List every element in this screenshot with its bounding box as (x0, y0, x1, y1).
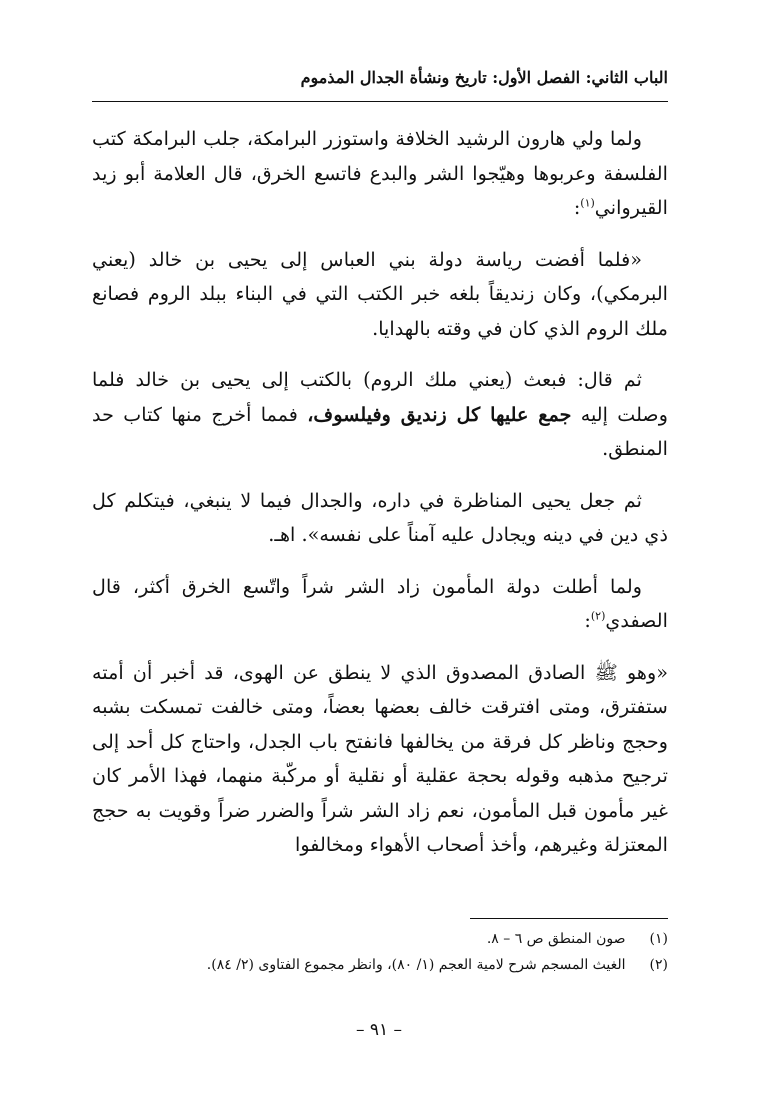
paragraph-text: : (584, 609, 591, 632)
paragraph (92, 656, 668, 863)
footnote (92, 952, 668, 978)
paragraph-text: : (573, 196, 581, 219)
paragraph-text: «وهو ﷺ الصادق المصدوق الذي لا ينطق عن الهوى، قد أخبر أن أمته ستفترق، ومتى افترقت خالف بعضها بعضاً، ومتى خالفت تمسكت بشبه وحجج وناظر كل فرقة من يخالفها فانفتح باب الجدل، واحتاج كل أحد إلى ترجيح مذهبه وقوله بحجة عقلية أو نقلية أو مركّبة منهما، فهذا الأمر كان غير مأمون قبل المأمون، نعم زاد الشر شراً والضرر ضراً وقويت به حجج المعتزلة وغيرهم، وأخذ أصحاب الأهواء ومخالفوا (92, 660, 668, 856)
header-divider (92, 101, 668, 102)
paragraph-text: ولما أطلت دولة المأمون زاد الشر شراً واتّسع الخرق أكثر، قال الصفدي (92, 574, 668, 632)
footnote-ref[interactable]: (١) (580, 196, 595, 210)
paragraph-text: ولما ولي هارون الرشيد الخلافة واستوزر البرامكة، جلب البرامكة كتب الفلسفة وعربوها وهيّجوا الشر والبدع فاتسع الخرق، قال العلامة أبو زيد القيرواني (92, 127, 668, 219)
footnote-text: صون المنطق ص ٦ – ٨. (486, 931, 626, 947)
paragraph (92, 243, 668, 347)
paragraph-text: ثم جعل يحيى المناظرة في داره، والجدال فيما لا ينبغي، فيتكلم كل ذي دين في دينه ويجادل عليه آمناً على نفسه». اهـ. (92, 488, 668, 546)
paragraph (92, 363, 668, 467)
footnote-text: الغيث المسجم شرح لامية العجم (١/ ٨٠)، وانظر مجموع الفتاوى (٢/ ٨٤). (206, 957, 626, 973)
footnote (92, 926, 668, 952)
footnotes (92, 926, 668, 978)
main-text (92, 122, 668, 880)
page-number: – ٩١ – (355, 1020, 403, 1040)
footnote-ref[interactable]: (٢) (590, 609, 606, 623)
running-header: الباب الثاني: الفصل الأول: تاريخ ونشأة الجدال المذموم (300, 68, 668, 87)
paragraph (92, 484, 668, 553)
paragraph-text: فمما أخرج منها كتاب حد المنطق. (92, 402, 668, 460)
footnote-number: (٢) (649, 957, 668, 973)
paragraph (92, 122, 668, 226)
paragraph-text: «فلما أفضت رياسة دولة بني العباس إلى يحيى بن خالد (يعني البرمكي)، وكان زنديقاً بلغه خبر الكتب التي في البناء ببلد الروم فصانع ملك الروم الذي كان في وقته بالهدايا. (92, 247, 668, 340)
paragraph (92, 570, 668, 639)
footnote-number: (١) (649, 931, 668, 947)
footnote-divider (470, 918, 668, 919)
paragraph-text: ثم قال: فبعث (يعني ملك الروم) بالكتب إلى يحيى بن خالد فلما وصلت إليه (92, 368, 668, 426)
emphasized-text: جمع عليها كل زنديق وفيلسوف، (307, 402, 572, 426)
